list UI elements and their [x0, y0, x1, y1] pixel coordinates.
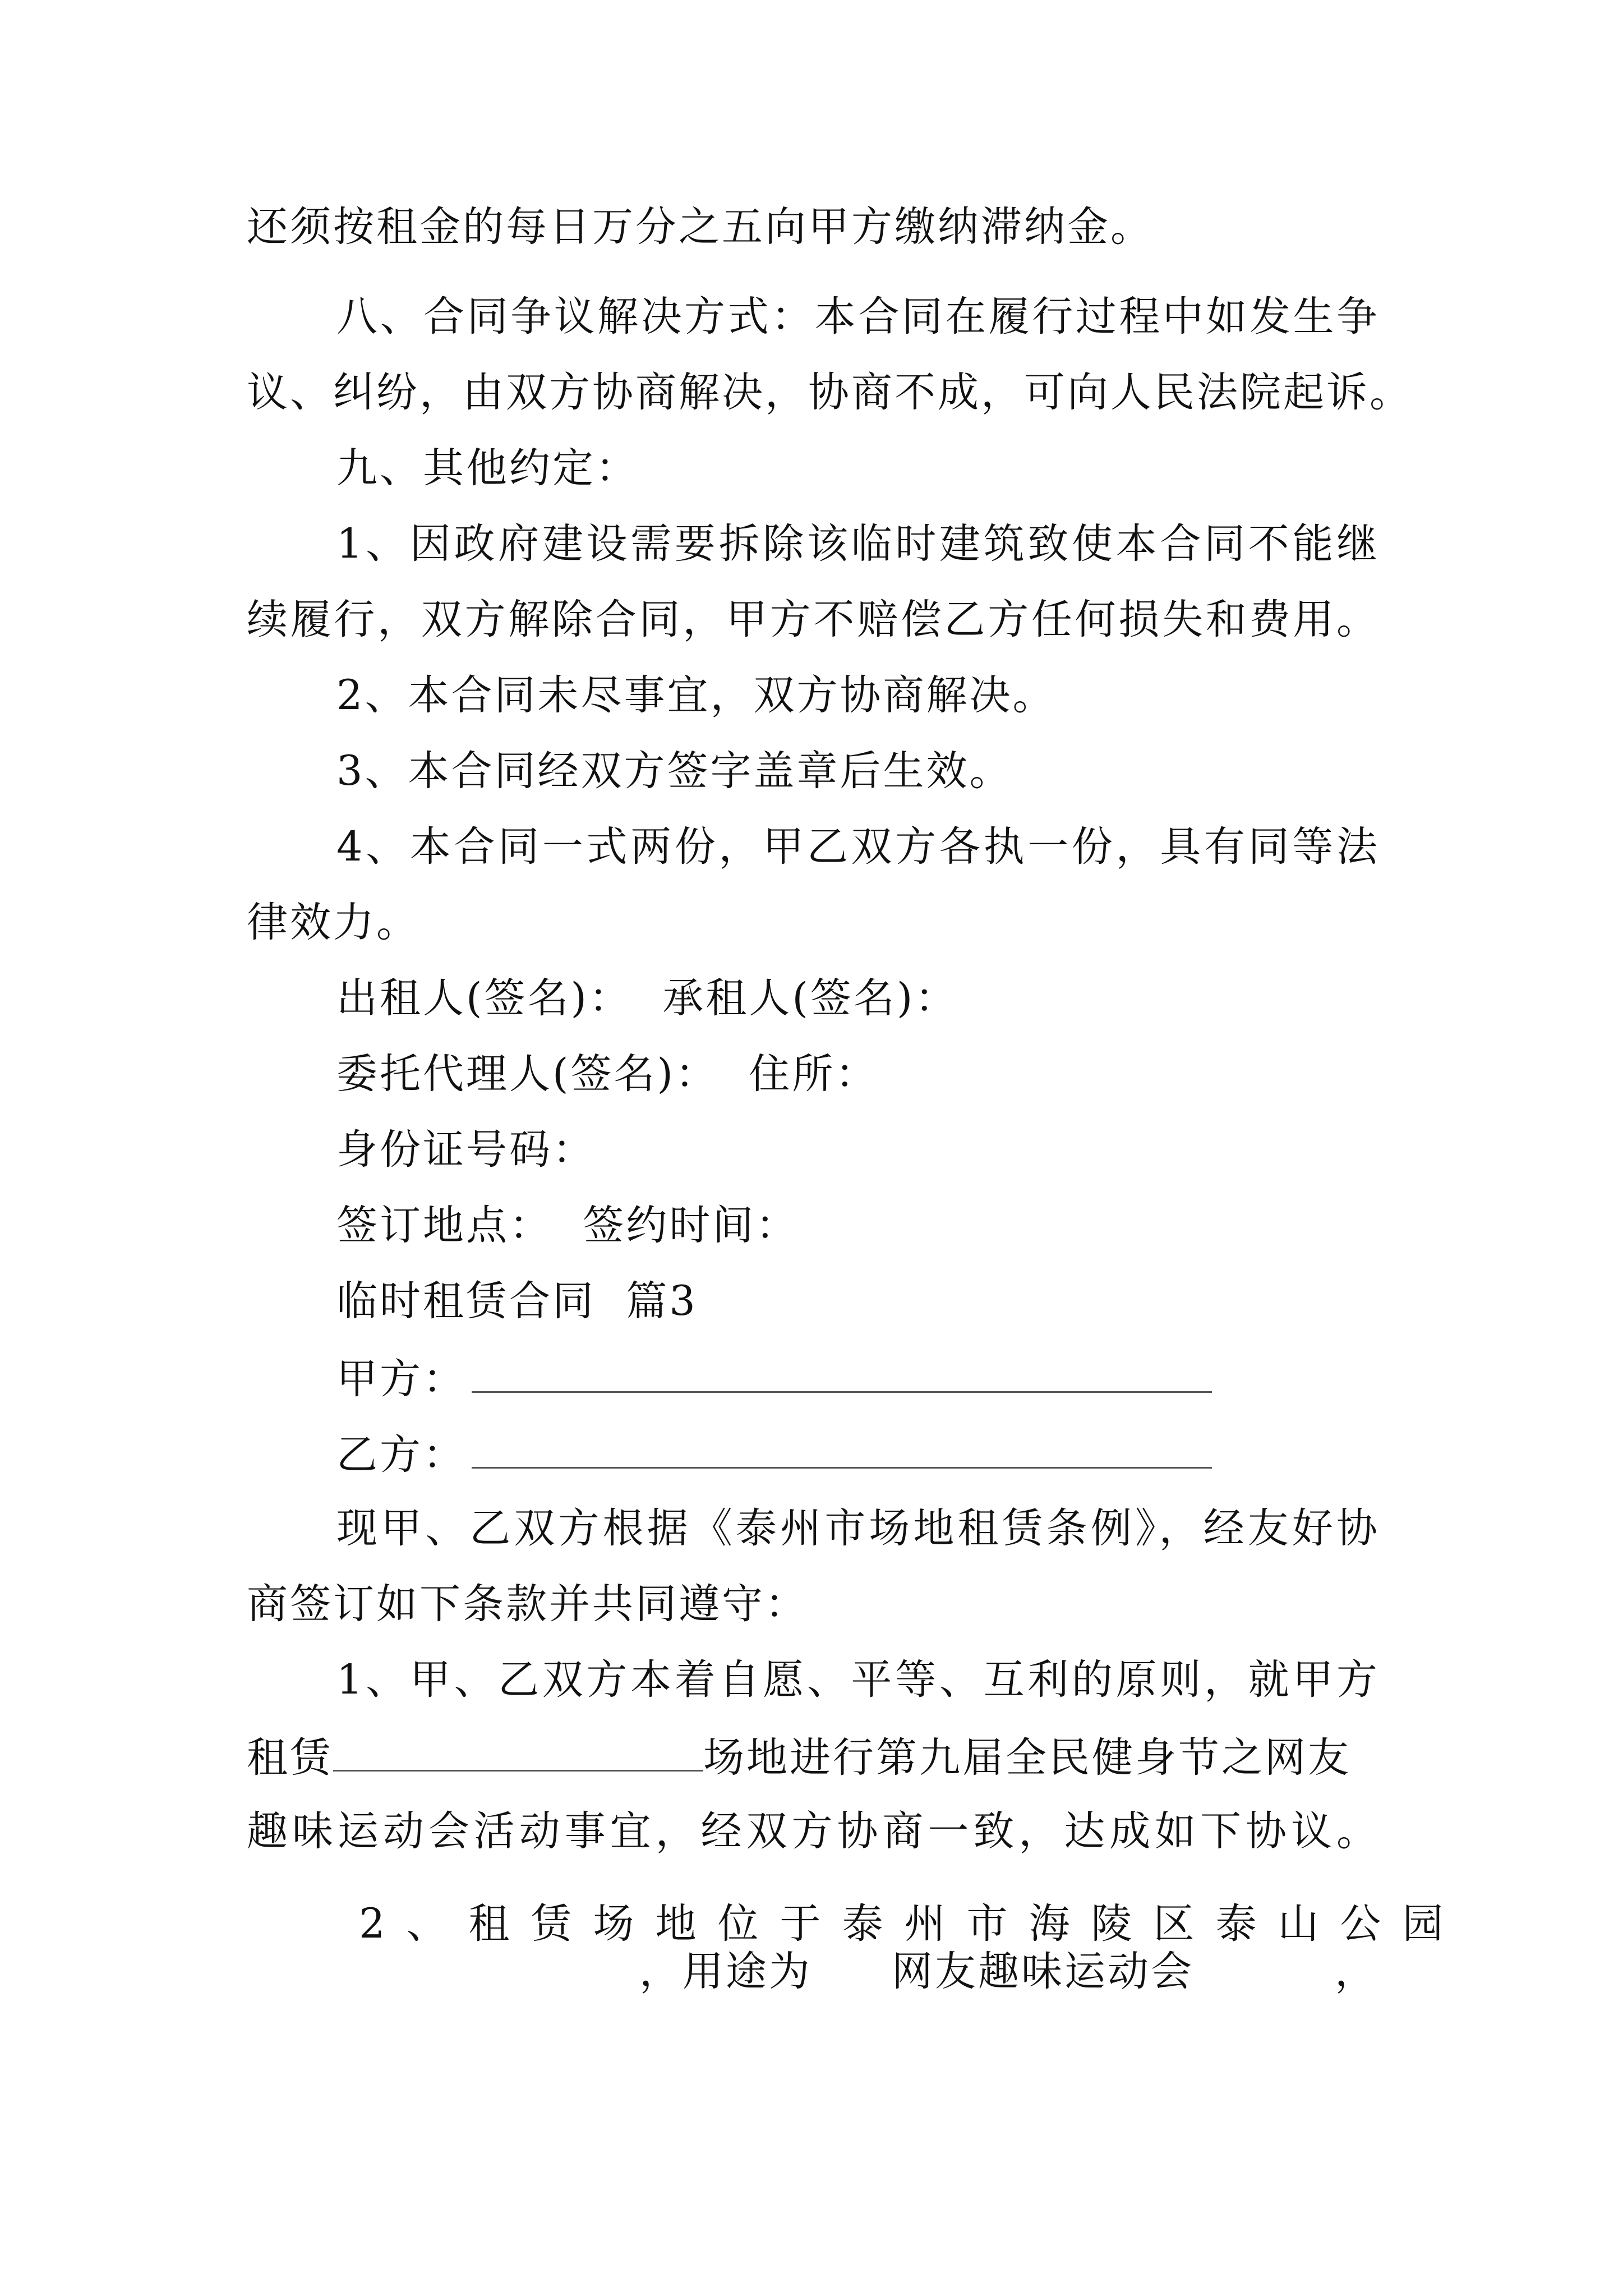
- clause-8-line-2: 议、纠纷，由双方协商解决，协商不成，可向人民法院起诉。: [247, 369, 1413, 416]
- party-a-blank: [472, 1352, 1212, 1393]
- article-2-line-1: 2、租赁场地位于泰州市海陵区泰山公园: [359, 1900, 1465, 1948]
- clause-9-4-line-2: 律效力。: [247, 899, 419, 946]
- preamble-line-1: 现甲、乙双方根据《泰州市场地租赁条例》，经友好协: [336, 1504, 1380, 1552]
- clause-9-3: 3、本合同经双方签字盖章后生效。: [336, 747, 1013, 795]
- usage-value: 网友趣味运动会: [892, 1948, 1194, 1995]
- party-b-blank: [472, 1428, 1212, 1469]
- party-a-label: 甲方：: [336, 1355, 466, 1403]
- article-1-line-2: [247, 1731, 1380, 1781]
- clause-9-heading: 九、其他约定：: [336, 444, 639, 492]
- clause-9-4-line-1: 4、本合同一式两份，甲乙双方各执一份，具有同等法: [336, 823, 1380, 871]
- article-1-line-1: 1、甲、乙双方本着自愿、平等、互利的原则，就甲方: [336, 1656, 1380, 1704]
- clause-9-1-line-1: 1、因政府建设需要拆除该临时建筑致使本合同不能继: [336, 520, 1380, 568]
- clause-9-2: 2、本合同未尽事宜，双方协商解决。: [336, 671, 1056, 719]
- preamble-line-2: 商签订如下条款并共同遵守：: [247, 1580, 808, 1628]
- signature-lessor-lessee: 出租人(签名)： 承租人(签名)：: [336, 974, 958, 1022]
- text-line: 还须按租金的每日万分之五向甲方缴纳滞纳金。: [247, 203, 1154, 251]
- lease-prefix: 租赁: [247, 1734, 333, 1782]
- lease-suffix: 场地进行第九届全民健身节之网友: [703, 1734, 1351, 1782]
- article-2-line-2: [247, 1947, 1380, 1997]
- usage-prefix: ，用途为: [639, 1948, 812, 1995]
- section-title: 临时租赁合同 篇3: [336, 1277, 698, 1325]
- usage-end: ，: [1335, 1948, 1378, 1995]
- party-b-label: 乙方：: [336, 1431, 466, 1479]
- party-a-row: [336, 1352, 1380, 1402]
- signing-place-time: 签订地点： 签约时间：: [336, 1202, 799, 1249]
- party-b-row: [336, 1428, 1380, 1478]
- signature-agent-address: 委托代理人(签名)： 住所：: [336, 1050, 879, 1098]
- clause-9-1-line-2: 续履行，双方解除合同，甲方不赔偿乙方任何损失和费用。: [247, 596, 1380, 643]
- clause-8-line-1: 八、合同争议解决方式：本合同在履行过程中如发生争: [336, 293, 1380, 341]
- id-number-field: 身份证号码：: [336, 1126, 596, 1174]
- lease-venue-blank: [333, 1731, 703, 1772]
- article-1-line-3: 趣味运动会活动事宜，经双方协商一致，达成如下协议。: [247, 1807, 1380, 1855]
